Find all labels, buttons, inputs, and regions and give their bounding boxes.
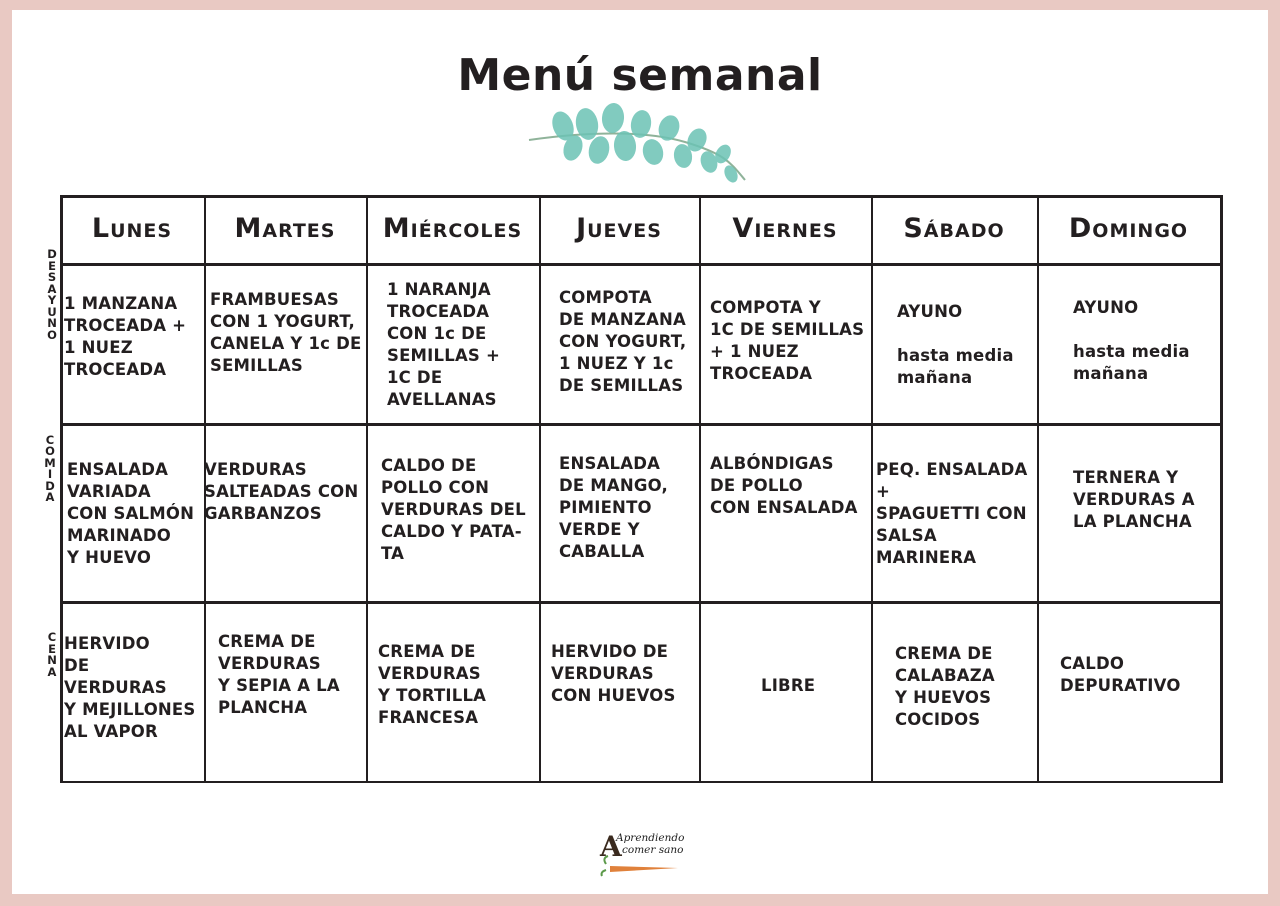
menu-cell: FRAMBUESAS CON 1 YOGURT, CANELA Y 1c DE SEMILLAS (210, 290, 362, 375)
day-header-3: Jueves (576, 212, 662, 244)
day-header-2: Miércoles (382, 212, 523, 244)
table-vertical-rule (1220, 195, 1223, 783)
menu-cell: CREMA DE VERDURAS Y TORTILLA FRANCESA (378, 642, 487, 727)
logo-line-2: comer sano (622, 844, 684, 856)
menu-cell: COMPOTA Y 1C DE SEMILLAS + 1 NUEZ TROCEADA (710, 298, 865, 383)
menu-cell: COMPOTA DE MANZANA CON YOGURT, 1 NUEZ Y 1c DE SEMILLAS (559, 288, 687, 395)
menu-cell: CREMA DE CALABAZA Y HUEVOS COCIDOS (895, 644, 995, 729)
table-horizontal-rule (60, 781, 1222, 783)
brand-logo (598, 828, 688, 878)
table-horizontal-rule (60, 263, 1222, 266)
menu-cell: ENSALADA DE MANGO, PIMIENTO VERDE Y CABALLA (559, 454, 668, 561)
table-horizontal-rule (60, 601, 1222, 604)
weekly-menu-table (44, 193, 1222, 783)
svg-text:A: A (600, 830, 622, 863)
table-vertical-rule (60, 195, 63, 783)
menu-cell: AYUNO hasta media mañana (1073, 298, 1190, 383)
menu-cell: HERVIDO DE VERDURAS CON HUEVOS (551, 642, 676, 705)
day-header-6: Domingo (1068, 212, 1189, 244)
menu-cell: CALDO DE POLLO CON VERDURAS DEL CALDO Y PATA- TA (381, 456, 526, 563)
eucalyptus-sprig-icon (525, 100, 755, 192)
menu-cell: ENSALADA VARIADA CON SALMÓN MARINADO Y HUEVO (67, 460, 195, 567)
menu-cell: TERNERA Y VERDURAS A LA PLANCHA (1073, 468, 1195, 531)
menu-cell: HERVIDO DE VERDURAS Y MEJILLONES AL VAPOR (64, 634, 196, 741)
menu-cell: ALBÓNDIGAS DE POLLO CON ENSALADA (710, 454, 858, 517)
menu-cell: 1 NARANJA TROCEADA CON 1c DE SEMILLAS + 1C DE AVELLANAS (387, 280, 500, 409)
table-vertical-rule (699, 195, 701, 783)
menu-cell: VERDURAS SALTEADAS CON GARBANZOS (204, 460, 359, 523)
menu-cell: AYUNO hasta media mañana (897, 302, 1014, 387)
table-vertical-rule (366, 195, 368, 783)
day-header-0: Lunes (91, 212, 173, 244)
table-vertical-rule (871, 195, 873, 783)
meal-label-0: D E S A Y U N O (47, 247, 57, 342)
meal-label-1: C O M I D A (44, 432, 56, 504)
day-header-5: Sábado (903, 212, 1005, 244)
table-horizontal-rule (60, 423, 1222, 426)
menu-cell: 1 MANZANA TROCEADA + 1 NUEZ TROCEADA (64, 294, 187, 379)
menu-cell: PEQ. ENSALADA + SPAGUETTI CON SALSA MARINERA (876, 460, 1028, 567)
day-header-1: Martes (234, 212, 336, 244)
day-header-4: Viernes (732, 212, 838, 244)
table-vertical-rule (1037, 195, 1039, 783)
menu-cell: CALDO DEPURATIVO (1060, 654, 1181, 695)
logo-line-1: Aprendiendo (616, 832, 685, 844)
menu-cell: CREMA DE VERDURAS Y SEPIA A LA PLANCHA (218, 632, 340, 717)
table-vertical-rule (539, 195, 541, 783)
meal-label-2: C E N A (47, 630, 57, 679)
page-title: Menú semanal (457, 50, 823, 101)
menu-cell: LIBRE (761, 676, 816, 695)
